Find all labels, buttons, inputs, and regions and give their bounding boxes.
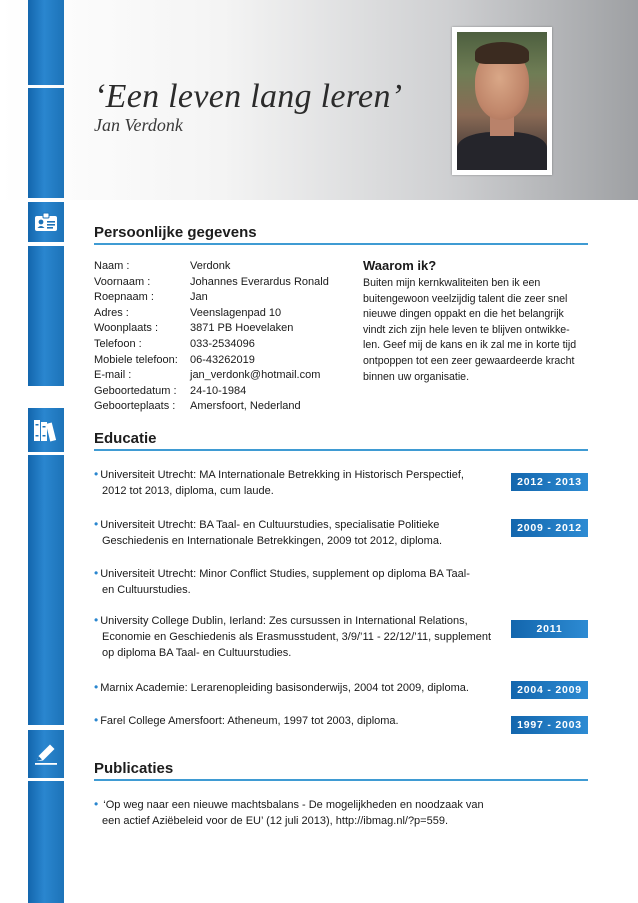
books-icon xyxy=(28,408,64,452)
detail-label: Adres : xyxy=(94,306,129,319)
section-heading-publications: Publicaties xyxy=(94,760,174,777)
publication-item: • ‘Op weg naar een nieuwe machtsbalans - De mogelijkheden en noodzaak van een actief Aziëbeleid voor de EU’ (12 juli 2013), http://ibmag.nl/?p=559. xyxy=(94,796,514,829)
why-me-line: Buiten mijn kernkwaliteiten ben ik een xyxy=(363,277,541,289)
email-value[interactable]: jan_verdonk@hotmail.com xyxy=(190,369,321,382)
education-text: Economie en Geschiedenis als Erasmusstudent, 3/9/’11 - 22/12/’11, supplement xyxy=(102,631,492,643)
why-me-text xyxy=(363,276,585,385)
education-item: • Universiteit Utrecht: BA Taal- en Cultuurstudies, specialisatie Politieke Geschiedenis en Internationale Betrekkingen, 2009 tot 2012, diploma. xyxy=(94,516,492,549)
education-item: • University College Dublin, Ierland: Zes cursussen in International Relations, Economie en Geschiedenis als Erasmusstudent, 3/9/’11 - 22/12/’11, supplement op diploma BA Taal- en Cultuurstudies. xyxy=(94,613,492,659)
detail-row xyxy=(94,399,329,415)
year-badge: 2004 - 2009 xyxy=(511,681,588,699)
education-text: op diploma BA Taal- en Cultuurstudies. xyxy=(102,647,292,659)
detail-label: Mobiele telefoon: xyxy=(94,353,178,366)
detail-value: Veenslagenpad 10 xyxy=(190,306,282,319)
section-heading-education: Educatie xyxy=(94,430,157,447)
detail-value: 06-43262019 xyxy=(190,353,255,366)
education-item: • Marnix Academie: Lerarenopleiding basisonderwijs, 2004 tot 2009, diploma. xyxy=(94,680,469,694)
education-text: en Cultuurstudies. xyxy=(102,584,191,596)
education-text: University College Dublin, Ierland: Zes cursussen in International Relations, xyxy=(100,615,468,627)
detail-row xyxy=(94,368,329,384)
year-badge: 2011 xyxy=(511,620,588,638)
year-badge: 2009 - 2012 xyxy=(511,519,588,537)
year-badge: 2012 - 2013 xyxy=(511,473,588,491)
personal-details-table xyxy=(94,259,329,415)
education-text: Universiteit Utrecht: BA Taal- en Cultuurstudies, specialisatie Politieke xyxy=(100,519,440,531)
why-me-heading: Waarom ik? xyxy=(363,258,437,273)
year-badge: 1997 - 2003 xyxy=(511,716,588,734)
page-title: ‘Een leven lang leren’ xyxy=(94,78,403,115)
education-item: • Universiteit Utrecht: Minor Conflict Studies, supplement op diploma BA Taal- en Cultuurstudies. xyxy=(94,565,492,598)
section-divider xyxy=(94,449,588,451)
detail-row xyxy=(94,384,329,400)
id-card-icon xyxy=(28,202,64,242)
detail-value: Amersfoort, Nederland xyxy=(190,400,301,413)
education-text: Marnix Academie: Lerarenopleiding basisonderwijs, 2004 tot 2009, diploma. xyxy=(100,682,469,694)
section-heading-personal: Persoonlijke gegevens xyxy=(94,224,257,241)
education-text: Geschiedenis en Internationale Betrekkingen, 2009 tot 2012, diploma. xyxy=(102,535,443,547)
detail-row xyxy=(94,337,329,353)
strip-segment xyxy=(28,781,64,903)
strip-segment xyxy=(28,455,64,725)
section-divider xyxy=(94,779,588,781)
detail-row xyxy=(94,275,329,291)
why-me-line: nieuwe dingen oppakt en die het belangrijk xyxy=(363,308,564,321)
detail-label: Geboortedatum : xyxy=(94,384,177,397)
detail-row xyxy=(94,353,329,369)
education-text: 2012 tot 2013, diploma, cum laude. xyxy=(102,485,274,497)
strip-segment xyxy=(28,246,64,386)
pen-icon xyxy=(28,730,64,778)
education-text: Universiteit Utrecht: MA Internationale Betrekking in Historisch Perspectief, xyxy=(100,469,464,481)
detail-value: 033-2534096 xyxy=(190,337,255,350)
education-item: • Farel College Amersfoort: Atheneum, 1997 tot 2003, diploma. xyxy=(94,713,399,727)
why-me-line: buitengewoon veelzijdig talent die zeer snel xyxy=(363,292,568,305)
detail-value: Verdonk xyxy=(190,260,231,272)
profile-photo-image xyxy=(457,32,547,170)
publication-text: ‘Op weg naar een nieuwe machtsbalans - De mogelijkheden en noodzaak van xyxy=(103,799,484,811)
why-me-line: binnen uw organisatie. xyxy=(363,370,470,383)
candidate-name: Jan Verdonk xyxy=(94,115,183,135)
detail-row xyxy=(94,259,329,275)
detail-label: Voornaam : xyxy=(94,275,151,288)
detail-row xyxy=(94,306,329,322)
section-divider xyxy=(94,243,588,245)
detail-label: Woonplaats : xyxy=(94,322,159,335)
detail-row xyxy=(94,321,329,337)
detail-row xyxy=(94,290,329,306)
detail-label: Roepnaam : xyxy=(94,291,154,304)
detail-value: 3871 PB Hoevelaken xyxy=(190,322,294,335)
why-me-line: len. Geef mij de kans en ik zal me in korte tijd xyxy=(363,339,577,352)
why-me-line: vindt zich zijn hele leven te blijven ontwikke- xyxy=(363,323,570,336)
publication-text[interactable]: een actief Aziëbeleid voor de EU’ (12 juli 2013), http://ibmag.nl/?p=559. xyxy=(102,815,449,827)
profile-photo xyxy=(452,27,552,175)
detail-value: 24-10-1984 xyxy=(190,384,247,397)
detail-label: Geboorteplaats : xyxy=(94,400,176,413)
detail-value: Johannes Everardus Ronald xyxy=(190,275,329,288)
detail-label: E-mail : xyxy=(94,369,132,382)
education-text: Farel College Amersfoort: Atheneum, 1997 tot 2003, diploma. xyxy=(100,715,399,727)
education-text: Universiteit Utrecht: Minor Conflict Studies, supplement op diploma BA Taal- xyxy=(100,568,470,580)
why-me-line: ontpoppen tot een zeer gewaardeerde kracht xyxy=(363,354,575,367)
education-item: • Universiteit Utrecht: MA Internationale Betrekking in Historisch Perspectief, 2012 tot 2013, diploma, cum laude. xyxy=(94,466,492,499)
detail-label: Naam : xyxy=(94,260,130,272)
strip-segment xyxy=(28,88,64,198)
detail-label: Telefoon : xyxy=(94,337,142,350)
detail-value: Jan xyxy=(190,291,208,304)
strip-segment xyxy=(28,0,64,85)
